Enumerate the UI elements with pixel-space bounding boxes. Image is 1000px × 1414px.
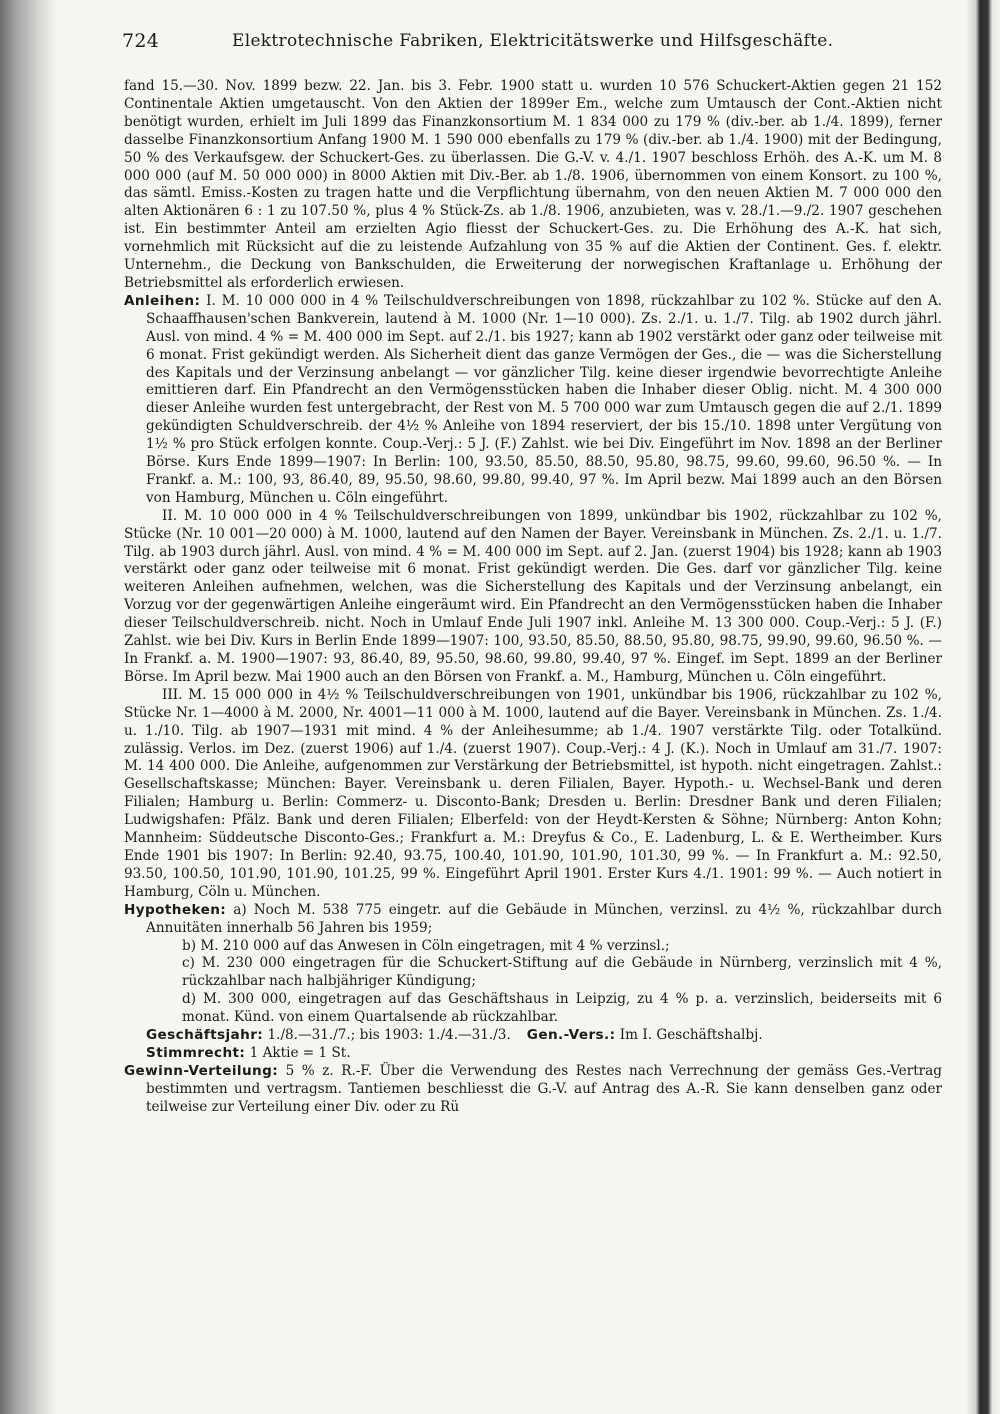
stimmrecht-line — [124, 1045, 942, 1063]
anleihen-section — [124, 293, 942, 508]
geschaeftsjahr-line — [124, 1027, 942, 1045]
hypotheken-a: a) Noch M. 538 775 eingetr. auf die Gebäude in München, verzinsl. zu 4½ %, rückzahlbar durch Annuitäten innerhalb 56 Jahren bis 1959; — [146, 901, 942, 936]
running-title: Elektrotechnische Fabriken, Elektricitätswerke und Hilfsgeschäfte. — [232, 31, 834, 51]
gen-vers-text: Im I. Geschäftshalbj. — [619, 1027, 763, 1044]
stimmrecht-text: 1 Aktie = 1 St. — [249, 1044, 351, 1061]
hypotheken-c: c) M. 230 000 eingetragen für die Schuckert-Stiftung auf die Gebäude in Nürnberg, verzinslich mit 4 %, rückzahlbar nach halbjähriger Kündigung; — [182, 955, 942, 990]
body-text — [124, 78, 942, 1117]
page-number: 724 — [122, 30, 160, 52]
scan-edge-bar — [966, 0, 1000, 1414]
page-header — [122, 30, 940, 54]
binding-shadow — [0, 0, 58, 1414]
gewinn-label: Gewinn-Verteilung: — [124, 1062, 279, 1079]
stimmrecht-label: Stimmrecht: — [146, 1044, 246, 1061]
geschaeftsjahr-label: Geschäftsjahr: — [146, 1027, 264, 1044]
anleihen-label: Anleihen: — [124, 292, 201, 309]
hypotheken-section — [124, 902, 942, 938]
gewinn-text: 5 % z. R.-F. Über die Verwendung des Restes nach Verrechnung der gemäss Ges.-Vertrag bestimmten und vertragsm. Tantiemen beschliesst die G.-V. auf Antrag des A.-R. Sie kann denselben ganz oder teilweise zur Verteilung einer Div. oder zu Rü — [146, 1062, 942, 1115]
gewinn-section — [124, 1063, 942, 1117]
hypotheken-d: d) M. 300 000, eingetragen auf das Geschäftshaus in Leipzig, zu 4 % p. a. verzinslich, beiderseits mit 6 monat. Künd. von einem Quartalsende ab rückzahlbar. — [182, 991, 942, 1026]
intro-paragraph: fand 15.—30. Nov. 1899 bezw. 22. Jan. bis 3. Febr. 1900 statt u. wurden 10 576 Schuckert-Aktien gegen 21 152 Continentale Aktien umgetauscht. Von den Aktien der 1899er Em., welche zum Umtausch der Cont.-Aktien nicht benötigt wurden, erhielt im Juli 1899 das Finanzkonsortium M. 1 834 000 zu 179 % (div.-ber. ab 1./4. 1899), ferner dasselbe Finanzkonsortium Anfang 1900 M. 1 590 000 ebenfalls zu 179 % (div.-ber. ab 1./4. 1900) mit der Bedingung, 50 % des Verkaufsgew. der Schuckert-Ges. zu überlassen. Die G.-V. v. 4./1. 1907 beschloss Erhöh. des A.-K. um M. 8 000 000 (auf M. 50 000 000) in 8000 Aktien mit Div.-Ber. ab 1./8. 1906, übernommen von einem Konsort. zu 100 %, das sämtl. Emiss.-Kosten zu tragen hatte und die Verpflichtung übernahm, von den neuen Aktien M. 7 000 000 den alten Aktionären 6 : 1 zu 107.50 %, plus 4 % Stück-Zs. ab 1./8. 1906, anzubieten, was v. 28./1.—9./2. 1907 geschehen ist. Ein bestimmter Anteil am erzielten Agio fliesst der Schuckert-Ges. zu. Die Erhöhung des A.-K. hat sich, vornehmlich mit Rücksicht auf die zu leistende Aufzahlung von 35 % auf die Aktien der Continent. Ges. f. elektr. Unternehm., die Deckung von Bankschulden, die Erweiterung der norwegischen Kraftanlage u. Erhöhung der Betriebsmittel als erforderlich erwiesen. — [124, 78, 942, 291]
hypotheken-b: b) M. 210 000 auf das Anwesen in Cöln eingetragen, mit 4 % verzinsl.; — [182, 937, 670, 954]
anleihen-part2-paragraph: II. M. 10 000 000 in 4 % Teilschuldverschreibungen von 1899, unkündbar bis 1902, rückzahlbar zu 102 %, Stücke (Nr. 10 001—20 000) à M. 1000, lautend auf den Namen der Bayer. Vereinsbank in München. Zs. 2./1. u. 1./7. Tilg. ab 1903 durch jährl. Ausl. von mind. 4 % = M. 400 000 im Sept. auf 2. Jan. (zuerst 1904) bis 1928; kann ab 1903 verstärkt oder ganz oder teilweise mit 6 monat. Frist gekündigt werden. Die Ges. darf vor gänzlicher Tilg. keine weiteren Anleihen aufnehmen, welchen, was die Sicherstellung des Kapitals und der Verzinsung anbelangt, ein Vorzug vor der gegenwärtigen Anleihe eingeräumt wird. Ein Pfandrecht an den Vermögensstücken haben die Inhaber dieser Teilschuldverschreib. nicht. Noch in Umlauf Ende Juli 1907 inkl. Anleihe M. 13 300 000. Coup.-Verj.: 5 J. (F.) Zahlst. wie bei Div. Kurs in Berlin Ende 1899—1907: 100, 93.50, 85.50, 88.50, 95.80, 98.75, 99.90, 99.60, 96.50 %. — In Frankf. a. M. 1900—1907: 93, 86.40, 89, 95.50, 98.60, 99.80, 99.40, 97 %. Eingef. im Sept. 1899 an der Berliner Börse. Im April bezw. Mai 1900 auch an den Börsen von Frankf. a. M., Hamburg, München u. Cöln eingeführt. — [124, 507, 942, 685]
anleihen-part3-paragraph: III. M. 15 000 000 in 4½ % Teilschuldverschreibungen von 1901, unkündbar bis 1906, rückzahlbar zu 102 %, Stücke Nr. 1—4000 à M. 2000, Nr. 4001—11 000 à M. 1000, lautend auf die Bayer. Vereinsbank in München. Zs. 1./4. u. 1./10. Tilg. ab 1907—1931 mit mind. 4 % der Anleihesumme; ab 1./4. 1907 verstärkte Tilg. oder Totalkünd. zulässig. Verlos. im Dez. (zuerst 1906) auf 1./4. (zuerst 1907). Coup.-Verj.: 4 J. (K.). Noch in Umlauf am 31./7. 1907: M. 14 400 000. Die Anleihe, aufgenommen zur Verstärkung der Betriebsmittel, ist hypoth. nicht eingetragen. Zahlst.: Gesellschaftskasse; München: Bayer. Vereinsbank u. deren Filialen, Bayer. Hypoth.- u. Wechsel-Bank und deren Filialen; Hamburg u. Berlin: Commerz- u. Disconto-Bank; Dresden u. Berlin: Dresdner Bank und deren Filialen; Ludwigshafen: Pfälz. Bank und deren Filialen; Elberfeld: von der Heydt-Kersten & Söhne; Nürnberg: Anton Kohn; Mannheim: Süddeutsche Disconto-Ges.; Frankfurt a. M.: Dreyfus & Co., E. Ladenburg, L. & E. Wertheimber. Kurs Ende 1901 bis 1907: In Berlin: 92.40, 93.75, 100.40, 101.90, 101.90, 101.30, 99 %. — In Frankfurt a. M.: 92.50, 93.50, 100.50, 101.90, 101.90, 101.25, 99 %. Eingeführt April 1901. Erster Kurs 4./1. 1901: 99 %. — Auch notiert in Hamburg, Cöln u. München. — [124, 686, 942, 900]
anleihen-part1: I. M. 10 000 000 in 4 % Teilschuldverschreibungen von 1898, rückzahlbar zu 102 %. Stücke auf den A. Schaaffhausen'schen Bankverein, lautend à M. 1000 (Nr. 1—10 000). Zs. 2./1. u. 1./7. Tilg. ab 1902 durch jährl. Ausl. von mind. 4 % = M. 400 000 im Sept. auf 2./1. bis 1927; kann ab 1902 verstärkt oder ganz oder teilweise mit 6 monat. Frist gekündigt werden. Als Sicherheit dient das ganze Vermögen der Ges., die — was die Sicherstellung des Kapitals und der Verzinsung anbelangt — vor gänzlicher Tilg. keine dieser irgendwie bevorrechtigte Anleihe emittieren darf. Ein Pfandrecht an den Vermögensstücken haben die Inhaber dieser Oblig. nicht. M. 4 300 000 dieser Anleihe wurden fest untergebracht, der Rest von M. 5 700 000 war zum Umtausch gegen die auf 2./1. 1899 gekündigten Schuldverschreib. der 4½ % Anleihe von 1894 reserviert, der bis 15./10. 1898 unter Vergütung von 1½ % pro Stück erfolgen konnte. Coup.-Verj.: 5 J. (F.) Zahlst. wie bei Div. Eingeführt im Nov. 1898 an der Berliner Börse. Kurs Ende 1899—1907: In Berlin: 100, 93.50, 85.50, 88.50, 95.80, 98.75, 99.60, 99.60, 96.50 %. — In Frankf. a. M.: 100, 93, 86.40, 89, 95.50, 98.60, 99.80, 99.40, 97 %. Im April bezw. Mai 1899 auch an den Börsen von Hamburg, München u. Cöln eingeführt. — [146, 292, 942, 506]
geschaeftsjahr-text: 1./8.—31./7.; bis 1903: 1./4.—31./3. — [267, 1027, 511, 1044]
hypotheken-label: Hypotheken: — [124, 901, 227, 918]
gen-vers-label: Gen.-Vers.: — [526, 1027, 616, 1044]
